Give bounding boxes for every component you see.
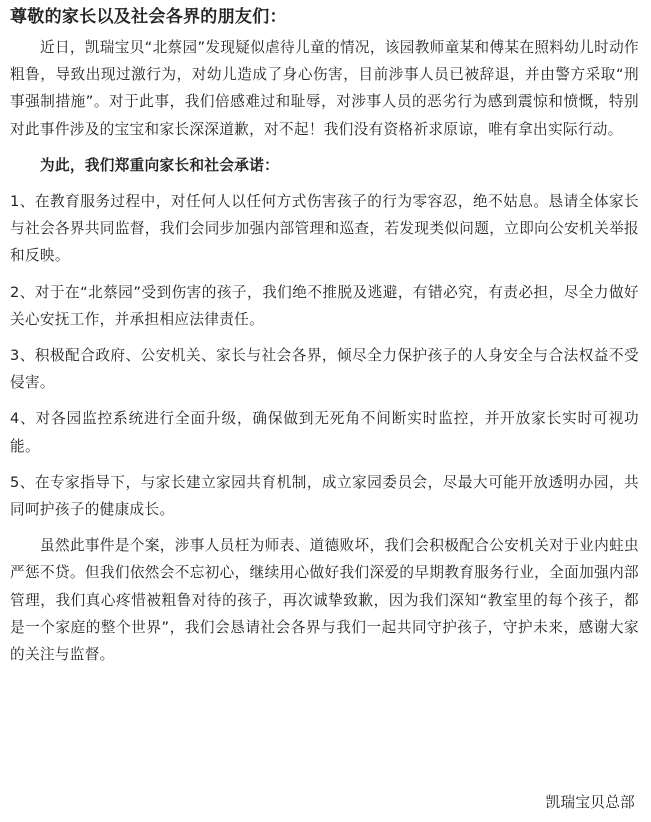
commitment-item-3: 3、积极配合政府、公安机关、家长与社会各界，倾尽全力保护孩子的人身安全与合法权益不受侵害。	[10, 347, 639, 392]
salutation-heading: 尊敬的家长以及社会各界的朋友们：	[10, 7, 287, 27]
commitment-item-2: 2、对于在“北蔡园”受到伤害的孩子，我们绝不推脱及逃避，有错必究，有责必担，尽全力做好关心安抚工作，并承担相应法律责任。	[10, 283, 639, 328]
commitment-item-1: 1、在教育服务过程中，对任何人以任何方式伤害孩子的行为零容忍，绝不姑息。恳请全体家长与社会各界共同监督，我们会同步加强内部管理和巡查，若发现类似问题，立即向公安机关举报和反映。	[10, 193, 639, 265]
commitment-heading: 为此，我们郑重向家长和社会承诺：	[40, 156, 280, 174]
closing-paragraph: 虽然此事件是个案，涉事人员枉为师表、道德败坏，我们会积极配合公安机关对于业内蛀虫严惩不贷。但我们依然会不忘初心，继续用心做好我们深爱的早期教育服务行业，全面加强内部管理，我们真心疼惜被粗鲁对待的孩子，再次诚挚致歉，因为我们深知“教室里的每个孩子，都是一个家庭的整个世界”，我们会恳请社会各界与我们一起共同守护孩子，守护未来，感谢大家的关注与监督。	[10, 537, 639, 664]
commitment-item-4: 4、对各园监控系统进行全面升级，确保做到无死角不间断实时监控，并开放家长实时可视功能。	[10, 410, 639, 455]
signature: 凯瑞宝贝总部	[545, 794, 635, 811]
commitment-item-5: 5、在专家指导下，与家长建立家园共育机制，成立家园委员会，尽最大可能开放透明办园，共同呵护孩子的健康成长。	[10, 473, 639, 519]
intro-paragraph: 近日，凯瑞宝贝“北蔡园”发现疑似虐待儿童的情况，该园教师童某和傅某在照料幼儿时动作粗鲁，导致出现过激行为，对幼儿造成了身心伤害，目前涉事人员已被辞退，并由警方采取“刑事强制措施”。对于此事，我们倍感难过和耻辱，对涉事人员的恶劣行为感到震惊和愤慨，特别对此事件涉及的宝宝和家长深深道歉，对不起！我们没有资格祈求原谅，唯有拿出实际行动。	[10, 39, 639, 138]
